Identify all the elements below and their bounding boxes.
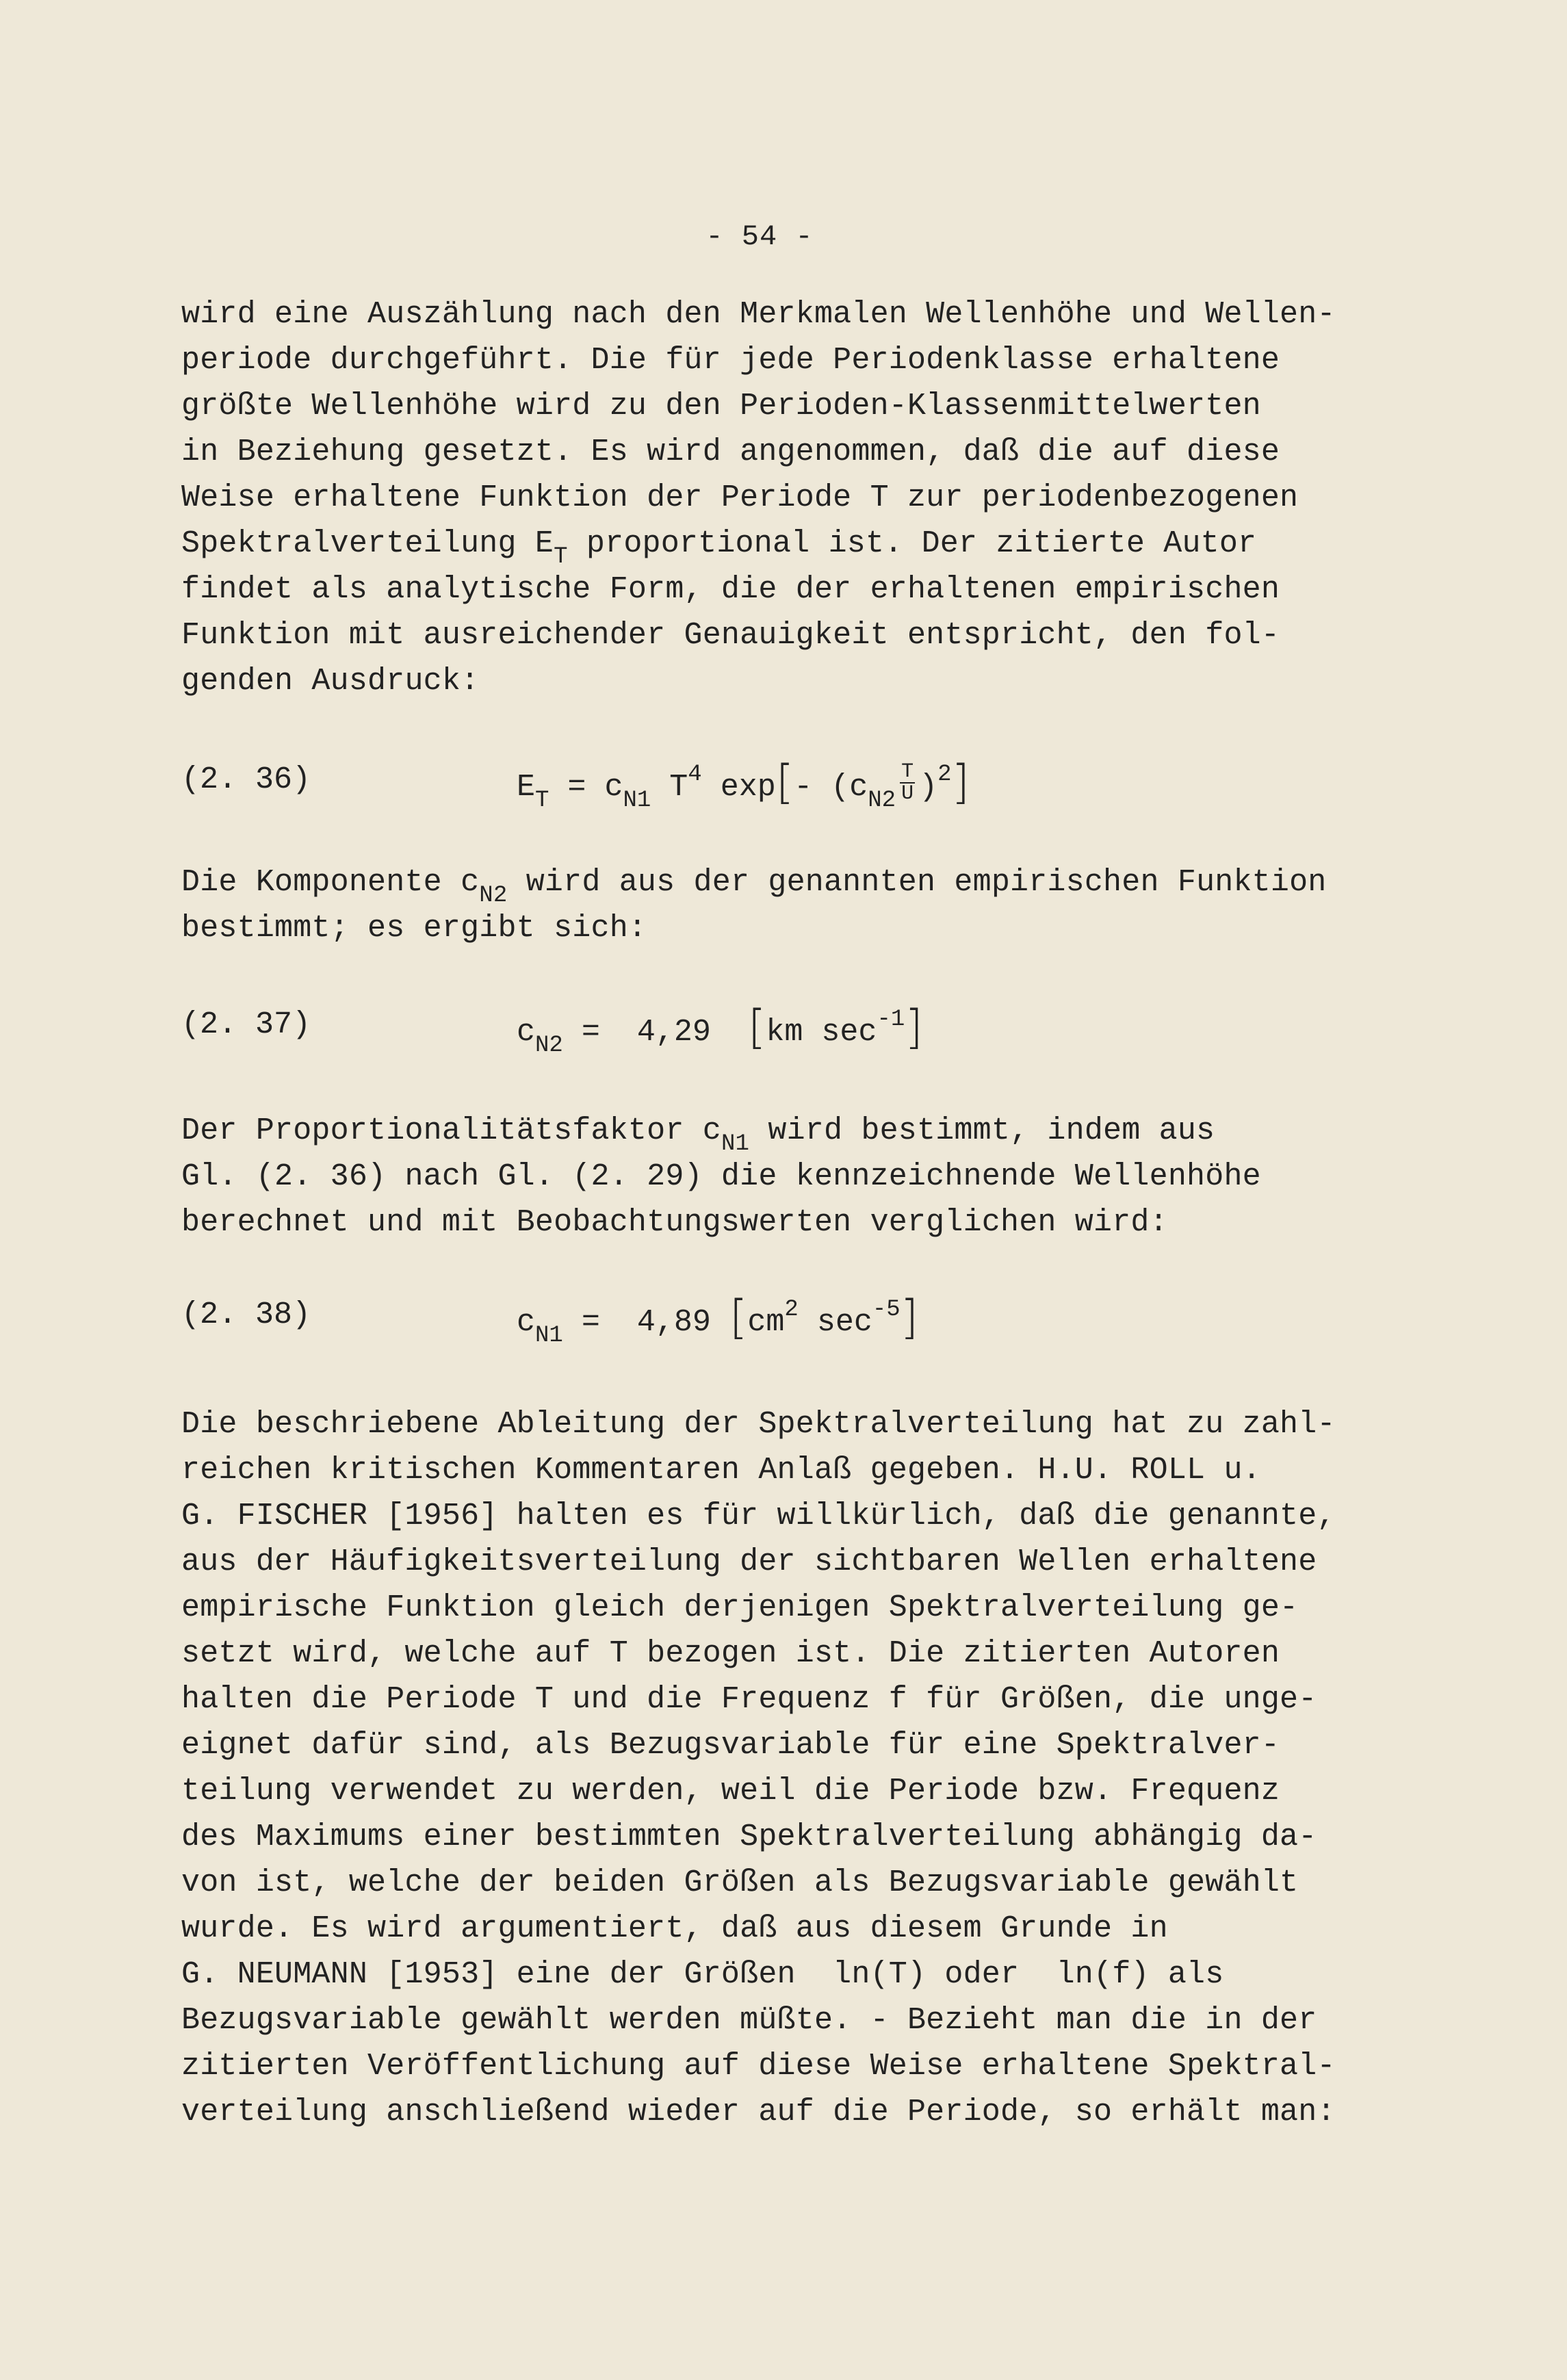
eq-equals-value: = 4,89: [562, 1305, 729, 1340]
paragraph-line: des Maximums einer bestimmten Spektralverteilung abhängig da-: [181, 1820, 1317, 1854]
subscript: N2: [535, 1033, 563, 1059]
paragraph-line: Funktion mit ausreichender Genauigkeit entspricht, den fol-: [181, 618, 1280, 653]
paragraph-line: [181, 862, 1327, 909]
text-run: wird aus der genannten empirischen Funktion: [507, 865, 1327, 900]
paragraph-line: Bezugsvariable gewählt werden müßte. - Bezieht man die in der: [181, 2003, 1317, 2038]
paragraph-line: von ist, welche der beiden Größen als Bezugsvariable gewählt: [181, 1865, 1299, 1900]
eq-lhs: c: [517, 1015, 536, 1050]
paragraph-line: aus der Häufigkeitsverteilung der sichtbaren Wellen erhaltene: [181, 1544, 1317, 1579]
fraction: [900, 762, 915, 804]
subscript: T: [535, 788, 549, 814]
fraction-numerator: T: [901, 760, 914, 784]
superscript: 2: [784, 1297, 799, 1323]
paragraph-line: halten die Periode T und die Frequenz f für Größen, die unge-: [181, 1682, 1317, 1717]
subscript: N2: [868, 788, 896, 814]
superscript: -1: [877, 1007, 905, 1033]
superscript: -5: [872, 1297, 901, 1323]
fraction-denominator: U: [901, 782, 914, 806]
paragraph-line: G. FISCHER [1956] halten es für willkürlich, daß die genannte,: [181, 1499, 1336, 1534]
paragraph-line: reichen kritischen Kommentaren Anlaß gegeben. H.U. ROLL u.: [181, 1453, 1261, 1488]
paragraph-line: setzt wird, welche auf T bezogen ist. Die zitierten Autoren: [181, 1636, 1280, 1671]
equation-2-38: [517, 1291, 919, 1349]
eq-unit: km sec: [766, 1015, 877, 1050]
subscript: T: [554, 544, 568, 570]
equation-label: (2. 37): [181, 1007, 311, 1042]
equation-2-36: [517, 755, 970, 814]
superscript: 2: [937, 762, 952, 788]
bracket-open: [: [747, 1000, 766, 1055]
paragraph-line: [181, 523, 1257, 570]
paragraph-line: periode durchgeführt. Die für jede Periodenklasse erhaltene: [181, 343, 1280, 378]
eq-coefficient: c: [604, 770, 623, 805]
bracket-close: ]: [905, 1000, 923, 1055]
paragraph-line: teilung verwendet zu werden, weil die Periode bzw. Frequenz: [181, 1774, 1280, 1809]
paragraph-line: Gl. (2. 36) nach Gl. (2. 29) die kennzeichnende Wellenhöhe: [181, 1159, 1261, 1194]
eq-unit: cm: [747, 1305, 785, 1340]
eq-close-paren: ): [919, 770, 938, 805]
eq-exp: exp: [701, 770, 776, 805]
paragraph-line: wurde. Es wird argumentiert, daß aus diesem Grunde in: [181, 1911, 1168, 1946]
text-run: Der Proportionalitätsfaktor c: [181, 1113, 721, 1148]
text-run: proportional ist. Der zitierte Autor: [567, 526, 1257, 561]
eq-period: T: [651, 770, 688, 805]
paragraph-line: wird eine Auszählung nach den Merkmalen Wellenhöhe und Wellen-: [181, 297, 1336, 332]
subscript: N1: [623, 788, 651, 814]
equation-2-37: [517, 1000, 923, 1059]
eq-lhs: E: [517, 770, 536, 805]
equation-label: (2. 38): [181, 1297, 311, 1332]
eq-equals: =: [549, 770, 605, 805]
subscript: N2: [479, 883, 508, 909]
subscript: N1: [721, 1131, 750, 1157]
equation-label: (2. 36): [181, 762, 311, 797]
text-run: wird bestimmt, indem aus: [749, 1113, 1215, 1148]
paragraph-line: findet als analytische Form, die der erhaltenen empirischen: [181, 572, 1280, 607]
bracket-open: [: [729, 1291, 748, 1345]
paragraph-line: Die beschriebene Ableitung der Spektralverteilung hat zu zahl-: [181, 1407, 1336, 1442]
paragraph-line: Weise erhaltene Funktion der Periode T zur periodenbezogenen: [181, 480, 1299, 515]
eq-lhs: c: [517, 1305, 536, 1340]
paragraph-line: in Beziehung gesetzt. Es wird angenommen, daß die auf diese: [181, 435, 1280, 469]
page-number: - 54 -: [705, 220, 814, 253]
eq-inner: - (c: [794, 770, 868, 805]
paragraph-line: G. NEUMANN [1953] eine der Größen ln(T) oder ln(f) als: [181, 1957, 1224, 1992]
paragraph-line: berechnet und mit Beobachtungswerten verglichen wird:: [181, 1205, 1168, 1240]
paragraph-line: [181, 1111, 1215, 1157]
bracket-open: [: [775, 755, 794, 810]
subscript: N1: [535, 1323, 563, 1349]
text-run: Die Komponente c: [181, 865, 480, 900]
paragraph-line: eignet dafür sind, als Bezugsvariable für eine Spektralver-: [181, 1728, 1280, 1763]
bracket-close: ]: [951, 755, 970, 810]
paragraph-line: empirische Funktion gleich derjenigen Spektralverteilung ge-: [181, 1590, 1299, 1625]
eq-unit: sec: [798, 1305, 872, 1340]
paragraph-line: verteilung anschließend wieder auf die Periode, so erhält man:: [181, 2095, 1336, 2130]
eq-equals-value: = 4,29: [562, 1015, 748, 1050]
paragraph-line: größte Wellenhöhe wird zu den Perioden-Klassenmittelwerten: [181, 389, 1261, 424]
text-run: Spektralverteilung E: [181, 526, 554, 561]
bracket-close: ]: [900, 1291, 919, 1345]
paragraph-line: zitierten Veröffentlichung auf diese Weise erhaltene Spektral-: [181, 2049, 1336, 2084]
superscript: 4: [688, 762, 702, 788]
paragraph-line: bestimmt; es ergibt sich:: [181, 911, 647, 946]
paragraph-line: genden Ausdruck:: [181, 664, 480, 699]
